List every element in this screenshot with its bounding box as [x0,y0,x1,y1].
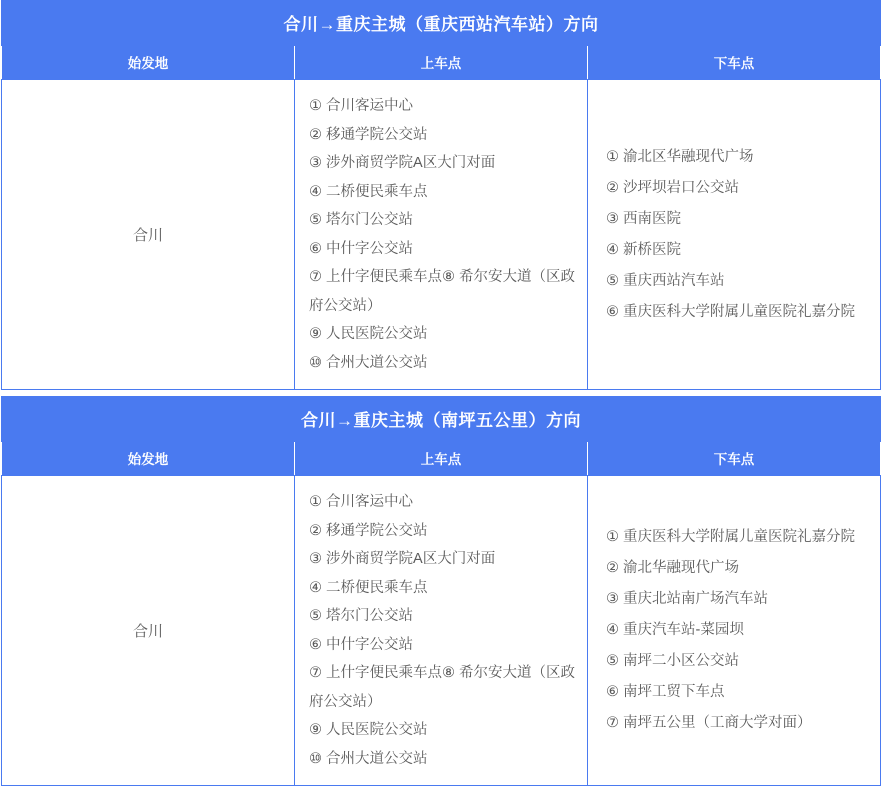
alighting-cell [588,476,881,786]
list-item: ③ 涉外商贸学院A区大门对面 [309,551,496,567]
list-item: ④ 新桥医院 [606,241,682,258]
table-title: 合川→重庆主城（南坪五公里）方向 [2,397,881,442]
list-item: ① 渝北区华融现代广场 [606,148,754,165]
table-title: 合川→重庆主城（重庆西站汽车站）方向 [2,1,881,46]
list-item: ⑨ 人民医院公交站 [309,326,428,342]
alighting-cell [588,80,881,390]
table-title-row [2,397,881,442]
list-item: ⑥ 中什字公交站 [309,240,414,257]
origin-cell [2,476,295,786]
boarding-stop-list [295,476,587,785]
list-item: ⑤ 塔尔门公交站 [309,608,414,624]
list-item: ③ 西南医院 [606,210,682,227]
boarding-cell [295,476,588,786]
list-item: ⑤ 塔尔门公交站 [309,212,414,228]
column-header-boarding: 上车点 [295,442,588,476]
list-item: ⑤ 重庆西站汽车站 [606,272,725,289]
list-item: ④ 重庆汽车站-菜园坝 [606,622,744,638]
list-item: ⑩ 合州大道公交站 [309,354,428,371]
column-header-origin: 始发地 [2,46,295,80]
boarding-stop-list [295,80,587,389]
list-item: ① 合川客运中心 [309,494,414,510]
alighting-stop-list [588,130,880,340]
list-item: ③ 涉外商贸学院A区大门对面 [309,155,496,171]
list-item: ① 合川客运中心 [309,98,414,114]
table-row [2,476,881,786]
list-item: ② 移通学院公交站 [309,126,428,143]
list-item: ④ 二桥便民乘车点 [309,183,428,200]
origin-label: 合川 [132,623,163,640]
boarding-cell [295,80,588,390]
list-item: ① 重庆医科大学附属儿童医院礼嘉分院 [606,529,856,545]
route-table-west-station [1,0,881,390]
list-item: ⑦ 上什字便民乘车点⑧ 希尔安大道（区政府公交站） [309,665,576,710]
column-header-boarding: 上车点 [295,46,588,80]
list-item: ⑦ 南坪五公里（工商大学对面） [606,715,812,731]
list-item: ⑨ 人民医院公交站 [309,722,428,738]
origin-cell [2,80,295,390]
list-item: ② 移通学院公交站 [309,522,428,539]
list-item: ⑥ 重庆医科大学附属儿童医院礼嘉分院 [606,303,856,320]
origin-label: 合川 [132,227,163,244]
list-item: ⑦ 上什字便民乘车点⑧ 希尔安大道（区政府公交站） [309,269,576,314]
column-header-alighting: 下车点 [588,46,881,80]
list-item: ⑥ 南坪工贸下车点 [606,684,725,700]
list-item: ⑤ 南坪二小区公交站 [606,653,740,669]
table-header-row [2,46,881,80]
table-row [2,80,881,390]
list-item: ④ 二桥便民乘车点 [309,579,428,596]
list-item: ⑥ 中什字公交站 [309,636,414,653]
column-header-origin: 始发地 [2,442,295,476]
table-title-row [2,1,881,46]
list-item: ③ 重庆北站南广场汽车站 [606,591,769,607]
alighting-stop-list [588,510,880,751]
list-item: ⑩ 合州大道公交站 [309,750,428,767]
table-header-row [2,442,881,476]
column-header-alighting: 下车点 [588,442,881,476]
route-table-nanping [1,396,881,786]
list-item: ② 渝北华融现代广场 [606,560,740,576]
list-item: ② 沙坪坝岩口公交站 [606,179,740,196]
